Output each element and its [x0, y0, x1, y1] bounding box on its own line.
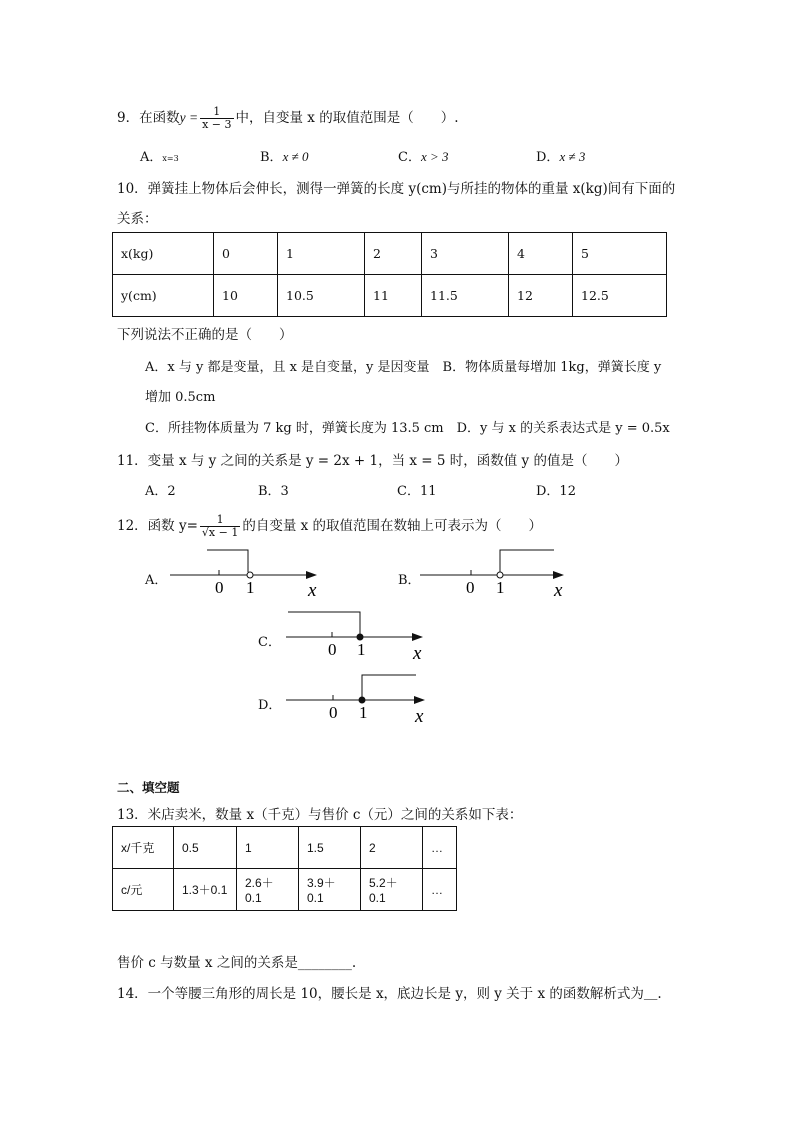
table-cell: 10: [214, 275, 278, 317]
label-one: 1: [357, 640, 366, 659]
table-cell: 11: [365, 275, 422, 317]
label-x: x: [413, 643, 422, 664]
q12-fraction-denominator: √x − 1: [201, 526, 239, 539]
table-cell: 3: [422, 233, 509, 275]
table-row: [113, 275, 667, 317]
q10-table: [112, 232, 667, 317]
q9-rest: 中，自变量 x 的取值范围是（ ）.: [235, 110, 459, 126]
q12-number-line-b[interactable]: [412, 546, 582, 602]
table-cell: …: [423, 827, 457, 869]
q9-option-d[interactable]: [536, 146, 585, 165]
q9-number: 9．在函数: [117, 110, 180, 126]
q14-stem[interactable]: 14．一个等腰三角形的周长是 10，腰长是 x，底边长是 y，则 y 关于 x 的函数解析式为＿.: [117, 986, 662, 1002]
q9-option-c-value: x > 3: [420, 149, 449, 164]
label-one: 1: [496, 578, 505, 597]
q11-stem: 11．变量 x 与 y 之间的关系是 y = 2x + 1，当 x = 5 时，函数值 y 的值是（ ）: [117, 453, 628, 469]
table-cell: 1: [237, 827, 299, 869]
arrow-icon: [412, 633, 423, 641]
q12-stem: [117, 514, 542, 539]
table-cell: 10.5: [278, 275, 365, 317]
table-cell: 1.5: [299, 827, 361, 869]
q12-post: 的自变量 x 的取值范围在数轴上可表示为（ ）: [242, 518, 543, 534]
q9-option-b-label: B．: [260, 150, 283, 165]
table-cell: x(kg): [113, 233, 214, 275]
table-cell: 1: [278, 233, 365, 275]
q9-stem: [117, 106, 459, 131]
table-cell: 5.2＋0.1: [361, 869, 423, 911]
label-one: 1: [359, 703, 368, 722]
label-x: x: [554, 580, 563, 601]
q9-fraction-numerator: 1: [213, 105, 221, 118]
q9-option-a[interactable]: [140, 146, 179, 165]
q9-option-a-value: x=3: [162, 154, 179, 163]
q10-stem-line2: 关系：: [117, 211, 158, 227]
q12-number-line-a[interactable]: [160, 546, 330, 602]
q12-option-c-label[interactable]: C．: [258, 635, 281, 650]
table-cell: 12.5: [573, 275, 667, 317]
table-cell: y(cm): [113, 275, 214, 317]
table-cell: 1.3＋0.1: [174, 869, 237, 911]
q13-answer-line[interactable]: 售价 c 与数量 x 之间的关系是________.: [117, 955, 357, 971]
table-cell: 2: [361, 827, 423, 869]
table-cell: 11.5: [422, 275, 509, 317]
label-zero: 0: [329, 703, 338, 722]
q10-prompt: 下列说法不正确的是（ ）: [117, 327, 293, 343]
q9-option-d-value: x ≠ 3: [559, 149, 586, 164]
q9-option-b-value: x ≠ 0: [282, 149, 309, 164]
q10-stem-line1: 10．弹簧挂上物体后会伸长，测得一弹簧的长度 y(cm)与所挂的物体的重量 x(kg)间有下面的: [117, 181, 676, 197]
q9-fraction: [200, 106, 233, 131]
q12-pre: 12．函数 y=: [117, 518, 198, 534]
q10-option-b-cont: 增加 0.5cm: [145, 390, 216, 405]
table-row: [113, 233, 667, 275]
shaded-bracket: [207, 550, 248, 572]
q11-option-c[interactable]: C．11: [397, 484, 437, 499]
shaded-bracket: [362, 675, 416, 700]
q13-table: [112, 826, 457, 911]
table-cell: c/元: [113, 869, 174, 911]
q9-option-a-label: A．: [140, 150, 163, 165]
section-title: 二、填空题: [117, 780, 180, 795]
q13-stem: 13．米店卖米，数量 x（千克）与售价 c（元）之间的关系如下表：: [117, 807, 523, 823]
table-cell: 0.5: [174, 827, 237, 869]
table-cell: 2: [365, 233, 422, 275]
table-cell: …: [423, 869, 457, 911]
table-row: [113, 869, 457, 911]
q11-option-a[interactable]: A．2: [145, 484, 176, 499]
table-cell: 0: [214, 233, 278, 275]
label-one: 1: [246, 578, 255, 597]
label-zero: 0: [328, 640, 337, 659]
shaded-bracket: [500, 550, 554, 572]
arrow-icon: [306, 571, 317, 579]
q9-option-d-label: D．: [536, 150, 560, 165]
table-cell: 3.9＋0.1: [299, 869, 361, 911]
q11-option-d[interactable]: D．12: [536, 484, 576, 499]
table-cell: 5: [573, 233, 667, 275]
q9-option-c-label: C．: [398, 150, 421, 165]
table-cell: 4: [509, 233, 573, 275]
label-zero: 0: [466, 578, 475, 597]
table-cell: x/千克: [113, 827, 174, 869]
label-x: x: [415, 706, 424, 727]
q12-number-line-c[interactable]: [278, 608, 448, 664]
label-zero: 0: [215, 578, 224, 597]
label-x: x: [308, 580, 317, 601]
table-row: [113, 827, 457, 869]
shaded-bracket: [288, 612, 360, 637]
q10-option-a-b[interactable]: A．x 与 y 都是变量，且 x 是自变量，y 是因变量 B．物体质量每增加 1kg，弹簧长度 y: [145, 360, 662, 375]
q9-fraction-denominator: x − 3: [202, 118, 232, 131]
q12-option-b-label[interactable]: B．: [398, 573, 421, 588]
table-cell: 2.6＋0.1: [237, 869, 299, 911]
arrow-icon: [414, 696, 425, 704]
table-cell: 12: [509, 275, 573, 317]
arrow-icon: [553, 571, 564, 579]
q12-number-line-d[interactable]: [278, 671, 448, 727]
q11-option-b[interactable]: B．3: [258, 484, 289, 499]
q12-option-a-label[interactable]: A．: [145, 573, 168, 588]
q10-option-c-d[interactable]: C．所挂物体质量为 7 kg 时，弹簧长度为 13.5 cm D．y 与 x 的关系表达式是 y = 0.5x: [145, 421, 670, 436]
q12-option-d-label[interactable]: D．: [258, 698, 282, 713]
q12-fraction-numerator: 1: [216, 513, 224, 526]
q9-y-equals: y =: [179, 110, 199, 125]
q12-fraction: [200, 514, 240, 539]
q9-option-b[interactable]: [260, 146, 308, 165]
q9-option-c[interactable]: [398, 146, 449, 165]
